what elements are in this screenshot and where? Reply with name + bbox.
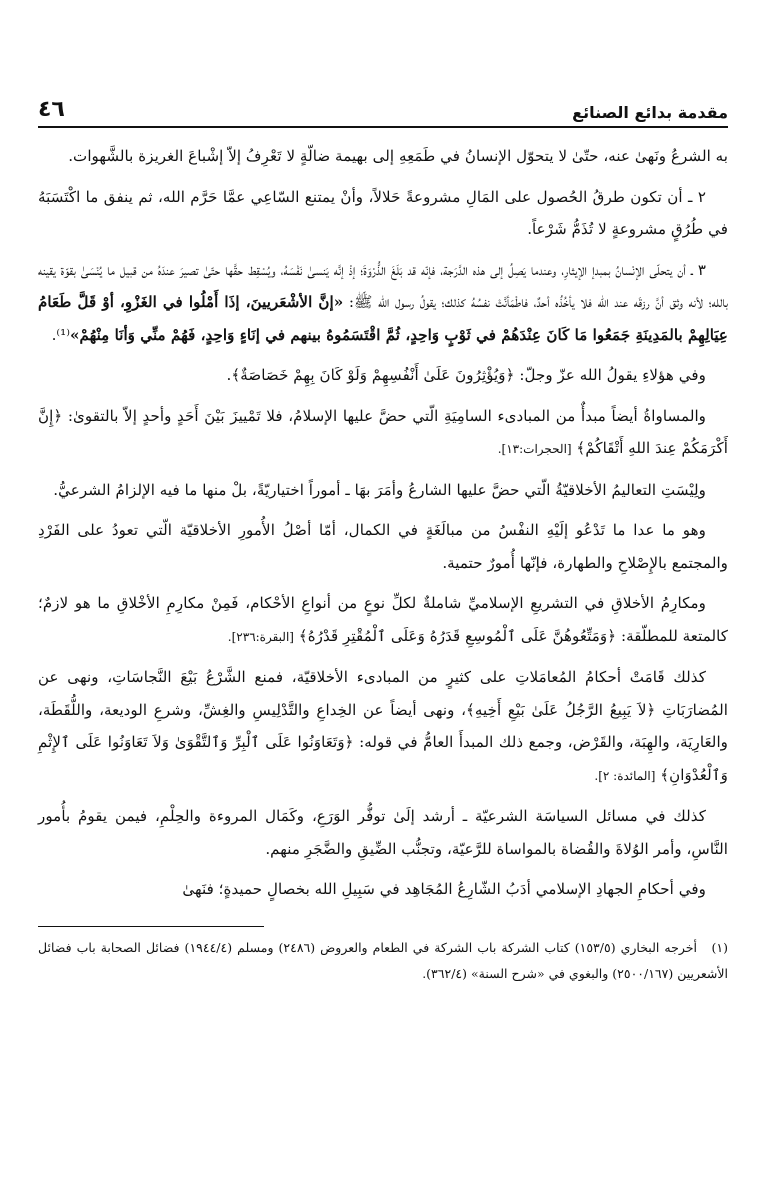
paragraph-text: ومكارِمُ الأخلاقِ في التشريعِ الإسلاميِّ شاملةٌ لكلِّ نوعٍ من أنواعِ الأحْكام، فَمِنْ مكارِمِ الأخْلاقِ ما هو لازمٌ؛ كالمتعة للمطلّقة: ﴿وَمَتِّعُوهُنَّ عَلَى ٱلْمُوسِعِ قَدَرُهُ وَعَلَى ٱلْمُقْتِرِ قَدْرُهُ﴾: [38, 594, 728, 645]
paragraph: [38, 474, 728, 507]
footnote-text: أخرجه البخاري (١٥٣/٥) كتاب الشركة باب الشركة في الطعام والعروض (٢٤٨٦) ومسلم (١٩٤٤/٤) فضائل الصحابة باب فضائل الأشعريين (٢٥٠٠/١٦٧) والبغوي في «شرح السنة» (٣٦٢/٤).: [38, 939, 728, 981]
paragraph-text: والمساواةُ أيضاً مبدأٌ من المبادىء السامِيَةِ الّتي حضَّ عليها الإسلامُ، فلا تَمْييزَ بَيْنَ أَحَدٍ وأحدٍ إلاّ بالتقوىٰ: ﴿إِنَّ أَكْرَمَكُمْ عِندَ اللهِ أَتْقَاكُمْ﴾: [38, 406, 728, 457]
paragraph: [38, 359, 728, 392]
quran-reference: [الحجرات:١٣].: [497, 442, 572, 456]
paragraph-text: وفي أحكامِ الجهادِ الإسلامي أدَبُ الشّارِعُ المُجَاهِد في سَبِيلِ الله بخصالٍ حميدةٍ؛ فنَهىٰ: [182, 880, 706, 898]
paragraph: [38, 514, 728, 579]
paragraph-text: كذلك قَامَتْ أحكامُ المُعامَلاتِ على كثيرٍ من المبادىء الأخلاقيّة، فمنع الشَّرْعُ بَيْعَ النَّجاسَاتِ، ونهى عن المُضارَبَاتِ ﴿لاَ يَبِيعُ الرَّجُلُ عَلَىٰ بَيْعِ أَخِيهِ﴾، ونهى أيضاً عن الخِداعِ والتَّدْلِيسِ والغِشِّ، وشرعِ الوديعة، واللُّقَطَة، والعَارِيَة، والهِبَة، والقَرْض، وجمع ذلك المبدأَ العامُّ في قوله: ﴿وَتَعَاوَنُوا عَلَى ٱلْبِرِّ وَٱلتَّقْوَىٰ وَلاَ تَعَاوَنُوا عَلَى ٱلإِثْمِ وَٱلْعُدْوَانِ﴾: [38, 668, 728, 784]
paragraph: [38, 661, 728, 792]
hadith-quote: «إنَّ الأشْعَريينَ، إذَا أَمْلُوا في الغَزْوِ، أوْ قَلَّ طَعَامُ عِيَالِهِمْ بالمَدِينَةِ جَمَعُوا مَا كَانَ عِنْدَهُمْ في ثَوْبٍ وَاحِدٍ، ثُمَّ اقْتَسَمُوهُ بينهم في إنَاءٍ وَاحِدٍ، فَهُمْ منِّي وَأنَا مِنْهُمْ»: [38, 293, 728, 344]
paragraph: [38, 873, 728, 906]
footnote-reference: ⁽¹⁾.: [51, 325, 70, 344]
footnote-divider: [38, 926, 264, 927]
paragraph: [38, 587, 728, 653]
footnote: [38, 935, 728, 987]
paragraph-text: كذلك في مسائل السياسَة الشرعيّة ـ أرشد إلَىٰ توفُّر الوَرَعِ، وكَمَال المروءة والحِلْمِ، فيمن يقومُ بأُمور النَّاسِ، وأمر الوُلاةَ والقُضاة بالمواساة للرَّعيّة، وتجنُّب الضِّيقِ والضَّجَرِ منهم.: [38, 807, 728, 858]
paragraph: [38, 400, 728, 466]
paragraph: [38, 254, 728, 352]
paragraph-text: وفي هؤلاءِ يقولُ الله عزّ وجلّ: ﴿وَيُؤْثِرُونَ عَلَىٰ أَنْفُسِهِمْ وَلَوْ كَانَ بِهِمْ خَصَاصَةٌ﴾.: [226, 366, 706, 384]
quran-reference: [المائدة: ٢].: [594, 768, 656, 783]
paragraph-text: به الشرعُ ونَهىٰ عنه، حتّىٰ لا يتحوّل الإنسانُ في طَمَعِهِ إلى بهيمة ضالّةٍ لا تَعْرِفُ إلاّ إشْباعَ الغريزة بالشَّهوات.: [68, 147, 728, 165]
paragraph-text: ولِيْسَتِ التعاليمُ الأخلاقيّةُ الّتي حضَّ عليها الشارعُ وأمَرَ بهَا ـ أموراً اختياريّةً، بلْ منها ما فيه الإلزامُ الشرعيُّ.: [53, 480, 706, 499]
paragraph: [38, 181, 728, 246]
paragraph: [38, 140, 728, 173]
body-text: [38, 140, 728, 906]
page-header: [38, 88, 728, 128]
paragraph-text: ٢ ـ أن تكون طرقُ الحُصول على المَالِ مشروعةً حَلالاً، وأنْ يمتنع السّاعِي عمَّا حَرَّم الله، ثم ينفق ما اكْتَسَبَهُ في طُرُقٍ مشروعةٍ لا تُذَمُّ شَرْعاً.: [38, 187, 728, 238]
running-title: مقدمة بدائع الصنائع: [572, 103, 728, 122]
quran-reference: [البقرة:٢٣٦].: [227, 629, 294, 644]
book-page: [38, 88, 728, 987]
paragraph-text: ٣ ـ أن يتحلّى الإنْسانُ بمبدإ الإيثارِ، وعندما يَصِلُ إلى هذه الدَّرَجة، فإنّه قد بَلَغَ الذُّرْوَةَ؛ إذْ إنَّه يَنسىٰ نَفْسَهُ، ويُسْقِط حقَّها حتّىٰ تصيرَ عندَهُ من قبيل ما يُنْسَىٰ بقوّة يقينه بالله؛ لأنه وثق أنَّ رزقَه عند الله فلا يأخُذُه أحدٌ، فاطْمَأنَّتْ نفسُهُ كذلك؛ يقولُ رسول الله ﷺ:: [38, 260, 729, 311]
footnote-marker: (١): [711, 939, 728, 955]
paragraph: [38, 800, 728, 865]
page-number: ٤٦: [38, 97, 65, 122]
paragraph-text: وهو ما عدا ما تَدْعُو إلَيْهِ النفْسُ من مبالَغَةٍ في الكمال، أمّا أصْلُ الأُمورِ الأخلاقيّة الّتي تعودُ على الفَرْدِ والمجتمع بالإِصْلاحِ والطهارة، فإنّها أُمورٌ حتمية.: [38, 521, 728, 572]
